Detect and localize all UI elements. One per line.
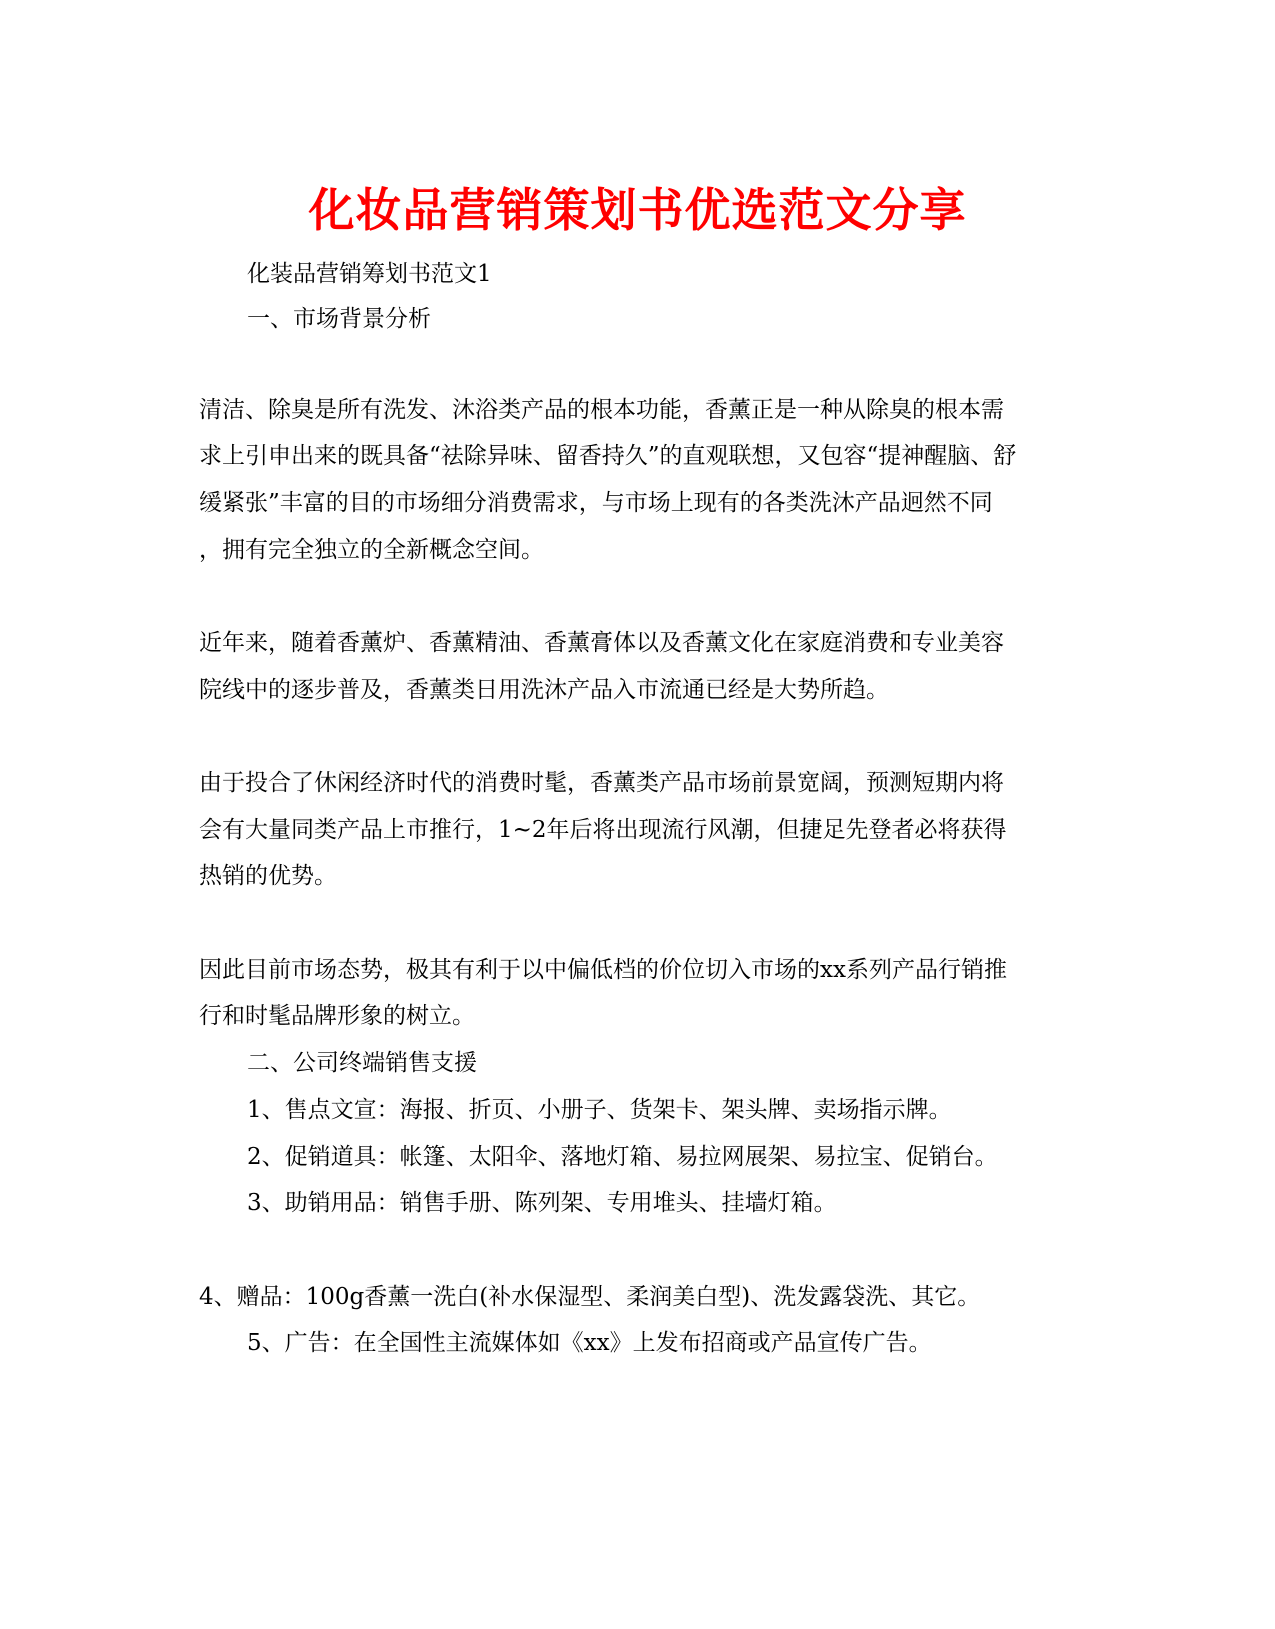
list-item: 3、助销用品：销售手册、陈列架、专用堆头、挂墙灯箱。 [247,1190,837,1216]
paragraph-line: 求上引申出来的既具备“祛除异味、留香持久”的直观联想，又包容“提神醒脑、舒 [199,443,1017,469]
section-heading-terminal-support: 二、公司终端销售支援 [247,1050,477,1076]
list-item: 1、售点文宣：海报、折页、小册子、货架卡、架头牌、卖场指示牌。 [247,1097,952,1123]
paragraph-line: 热销的优势。 [199,863,337,889]
paragraph-line: 会有大量同类产品上市推行，1~2年后将出现流行风潮，但捷足先登者必将获得 [199,817,1007,843]
paragraph-line: 近年来，随着香薰炉、香薰精油、香薰膏体以及香薰文化在家庭消费和专业美容 [199,630,1004,656]
paragraph-line: 由于投合了休闲经济时代的消费时髦，香薰类产品市场前景宽阔，预测短期内将 [199,770,1004,796]
paragraph-line: 因此目前市场态势，极其有利于以中偏低档的价位切入市场的xx系列产品行销推 [199,957,1007,983]
paragraph-line: 行和时髦品牌形象的树立。 [199,1003,475,1029]
list-item: 5、广告：在全国性主流媒体如《xx》上发布招商或产品宣传广告。 [247,1330,932,1356]
paragraph-line: 缓紧张”丰富的目的市场细分消费需求，与市场上现有的各类洗沐产品迥然不同 [199,490,993,516]
paragraph-line: 院线中的逐步普及，香薰类日用洗沐产品入市流通已经是大势所趋。 [199,677,889,703]
paragraph-line: 清洁、除臭是所有洗发、沐浴类产品的根本功能，香薰正是一种从除臭的根本需 [199,397,1004,423]
document-subtitle: 化装品营销筹划书范文1 [247,261,492,287]
section-heading-market-background: 一、市场背景分析 [247,306,431,332]
paragraph-line: ，拥有完全独立的全新概念空间。 [199,537,544,563]
list-item: 2、促销道具：帐篷、太阳伞、落地灯箱、易拉网展架、易拉宝、促销台。 [247,1144,998,1170]
document-title: 化妆品营销策划书优选范文分享 [308,183,967,237]
list-item: 4、赠品：100g香薰一洗白(补水保湿型、柔润美白型)、洗发露袋洗、其它。 [199,1284,981,1310]
